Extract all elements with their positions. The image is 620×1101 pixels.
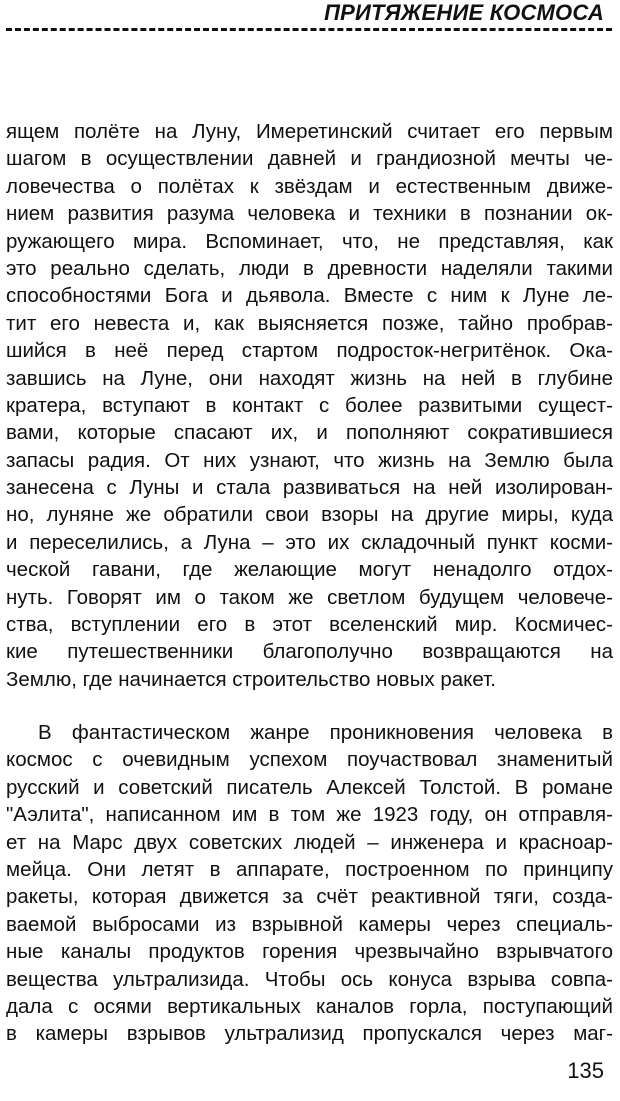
text-line: нуть. Говорят им о таком же светлом будущем человече- [6,585,613,609]
header-rule [6,28,612,31]
text-line: дала с осями вертикальных каналов горла, поступающий [6,994,613,1018]
text-line: но, луняне же обратили свои взоры на другие миры, куда [6,503,613,527]
text-line: В фантастическом жанре проникновения человека в [38,721,613,744]
page-number: 135 [567,1058,604,1083]
paragraph-2 [6,719,613,1048]
text-line: кратера, вступают в контакт с более развитыми сущест- [6,393,613,417]
text-line: ет на Марс двух советских людей – инженера и красноар- [6,830,613,854]
text-line: мейца. Они летят в аппарате, построенном по принципу [6,857,613,881]
text-line: нием развития разума человека и техники в познании ок- [6,202,613,226]
text-line: завшись на Луне, они находят жизнь на ней в глубине [6,366,613,390]
text-line: ловечества о полётах к звёздам и естественным движе- [6,174,613,198]
text-line: русский и советский писатель Алексей Толстой. В романе [6,775,613,799]
text-line: это реально сделать, люди в древности наделяли такими [6,256,613,280]
text-line: кие путешественники благополучно возвращаются на [6,640,613,664]
text-line: вами, которые спасают их, и пополняют сократившиеся [6,421,613,445]
text-line: космос с очевидным успехом поучаствовал знаменитый [6,748,613,772]
text-line: ваемой выбросами из взрывной камеры через специаль- [6,912,613,936]
text-line: шагом в осуществлении давней и грандиозной мечты че- [6,147,613,171]
text-line: ящем полёте на Луну, Имеретинский считает его первым [6,120,613,143]
text-line: ческой гавани, где желающие могут ненадолго отдох- [6,558,613,582]
text-line: ракеты, которая движется за счёт реактивной тяги, созда- [6,885,613,909]
text-line: и переселились, а Луна – это их складочный пункт косми- [6,530,613,554]
text-line: запасы радия. От них узнают, что жизнь на Землю была [6,448,613,472]
text-line: способностями Бога и дьявола. Вместе с ним к Луне ле- [6,284,613,308]
text-line: вещества ультрализида. Чтобы ось конуса взрыва совпа- [6,967,613,991]
text-line: Землю, где начинается строительство новых ракет. [6,667,496,691]
text-line: ружающего мира. Вспоминает, что, не представляя, как [6,229,613,253]
paragraph-1 [6,118,613,693]
running-title: ПРИТЯЖЕНИЕ КОСМОСА [324,0,604,25]
text-line: шийся в неё перед стартом подросток-негритёнок. Ока- [6,339,613,363]
text-line: тит его невеста и, как выясняется позже, тайно пробрав- [6,311,613,335]
text-line: ные каналы продуктов горения чрезвычайно взрывчатого [6,940,613,964]
text-line: занесена с Луны и стала развиваться на ней изолирован- [6,476,613,500]
text-line: ства, вступлении его в этот вселенский мир. Космичес- [6,613,613,637]
text-line: "Аэлита", написанном им в том же 1923 году, он отправля- [6,803,613,827]
text-line: в камеры взрывов ультрализид пропускался через маг- [6,1022,613,1046]
